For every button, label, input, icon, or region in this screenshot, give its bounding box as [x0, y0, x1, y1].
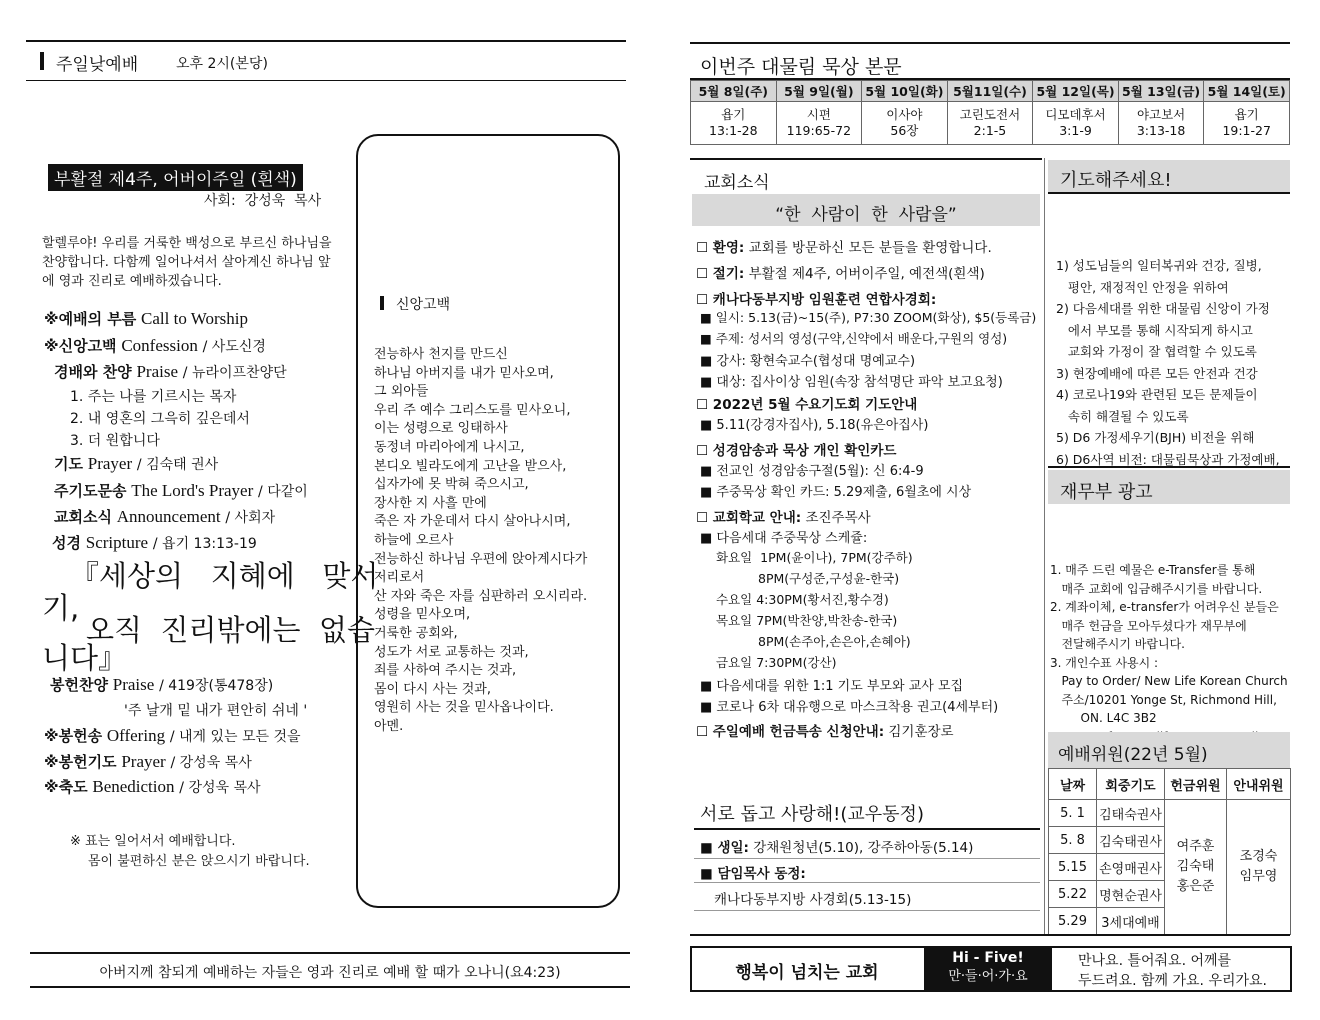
duty-guide: 조경숙 임무영	[1227, 800, 1291, 935]
duty-date: 5.15	[1049, 854, 1097, 881]
note-sit: 몸이 불편하신 분은 앉으시기 바랍니다.	[88, 854, 310, 869]
news-season: ☐ 절기: 부활절 제4주, 어버이주일, 예전색(흰색)	[696, 266, 985, 282]
duty-header: 날짜	[1049, 769, 1097, 800]
praise-song-1: 1. 주는 나를 기르시는 목자	[70, 389, 237, 405]
schedule-date: 5월 14일(토)	[1204, 81, 1290, 102]
news-school-prayer: ■ 다음세대를 위한 1:1 기도 부모와 교사 모집	[700, 679, 964, 694]
fellowship-birthday: ■ 생일: 강채원청년(5.10), 강주하아동(5.14)	[700, 840, 974, 856]
news-conference: ☐ 캐나다동부지방 임원훈련 연합사경회:	[696, 292, 937, 308]
duty-offering: 여주훈 김숙태 홍은준	[1165, 800, 1227, 935]
news-offering: ☐ 주일예배 헌금특송 신청안내: 김기훈장로	[696, 724, 954, 740]
order-prayer: 기도 Prayer / 김숙태 권사	[54, 454, 219, 473]
duty-prayer: 손영매권사	[1097, 854, 1165, 881]
praise-song-2: 2. 내 영혼의 그윽히 깊은데서	[70, 411, 250, 427]
sermon-title-line3: 오직 진리밖에는 없습	[86, 613, 375, 647]
sermon-title-line1: 『세상의 지혜에 맞서	[70, 559, 379, 593]
news-conference-target: ■ 대상: 집사이상 임원(속장 참석명단 파악 보고요청)	[700, 375, 1003, 390]
schedule-tuesday: 화요일 1PM(윤이나), 7PM(강주하)	[716, 550, 913, 565]
hymn-subtitle: '주 날개 밑 내가 편안히 쉬네 '	[124, 703, 308, 719]
prayer-list: 1) 성도님들의 일터복귀와 건강, 질병, 평안, 재정적인 안정을 위하여 2) 다음세대를 위한 대물림 신앙이 가정 에서 부모를 통해 시작되게 하시고 교회와 가정이 잘 협력할 수 있도록 3) 현장예배에 따른 모든 안전과 건강 4) 코로나19와 관련된 모든 문제들이 속히 해결될 수 있도록 5) D6 가정세우기(BJH) 비전을 위해 6) D6사역 비전: 대물림묵상과 가정예배,	[1056, 258, 1280, 467]
service-time: 오후 2시(본당)	[176, 56, 268, 72]
schedule-date: 5월 13일(금)	[1118, 81, 1204, 102]
schedule-reading: 욥기 13:1-28	[691, 102, 777, 145]
schedule-reading: 디모데후서 3:1-9	[1033, 102, 1119, 145]
slogan: 행복이 넘치는 교회	[735, 963, 879, 983]
news-school-mask: ■ 코로나 6차 대유행으로 마스크착용 권고(4세부터)	[700, 700, 999, 715]
order-scripture: 성경 Scripture / 욥기 13:13-19	[52, 533, 257, 552]
order-lords-prayer: 주기도문송 The Lord's Prayer / 다같이	[54, 481, 308, 500]
fellowship-title: 서로 돕고 사랑해!(교우동정)	[700, 804, 924, 825]
news-welcome: ☐ 환영: 교회를 방문하신 모든 분들을 환영합니다.	[696, 240, 992, 256]
schedule-date: 5월 8일(주)	[691, 81, 777, 102]
schedule-reading: 시편 119:65-72	[776, 102, 862, 145]
footer-verse: 아버지께 참되게 예배하는 자들은 영과 진리로 예배 할 때가 오나니(요4:23)	[99, 965, 561, 981]
news-title: 교회소식	[704, 173, 770, 193]
news-conference-date: ■ 일시: 5.13(금)~15(주), P7:30 ZOOM(화상), $5(등록금)	[700, 310, 1037, 325]
order-confession: ※신앙고백 Confession / 사도신경	[44, 336, 266, 355]
order-call-to-worship: ※예배의 부름 Call to Worship	[44, 309, 248, 328]
news-school-schedule: ■ 다음세대 주중묵상 스케쥴:	[700, 531, 868, 546]
news-conference-theme: ■ 주제: 성서의 영성(구약,신약에서 배운다,구원의 영성)	[700, 331, 1008, 346]
schedule-reading: 야고보서 3:13-18	[1118, 102, 1204, 145]
praise-song-3: 3. 더 원합니다	[70, 433, 160, 449]
schedule-reading: 이사야 56장	[862, 102, 948, 145]
duty-prayer: 3세대예배	[1097, 908, 1165, 935]
order-offering: ※봉헌송 Offering / 내게 있는 모든 것을	[44, 726, 301, 745]
schedule-date: 5월11일(수)	[947, 81, 1033, 102]
news-bible: ☐ 성경암송과 묵상 개인 확인카드	[696, 443, 897, 459]
news-bible-card: ■ 주중묵상 확인 카드: 5.29제출, 6월초에 시상	[700, 485, 972, 500]
news-conference-speaker: ■ 강사: 황현숙교수(협성대 명예교수)	[700, 354, 916, 369]
presider: 사회: 강성욱 목사	[204, 193, 322, 209]
schedule-title: 이번주 대물림 묵상 본문	[700, 56, 902, 78]
news-school: ☐ 교회학교 안내: 조진주목사	[696, 510, 871, 526]
schedule-date: 5월 9일(월)	[776, 81, 862, 102]
duty-header: 안내위원	[1227, 769, 1291, 800]
duty-date: 5.22	[1049, 881, 1097, 908]
hifive-bottom: 만·들·어·가·요	[948, 969, 1028, 984]
duty-prayer: 명현순권사	[1097, 881, 1165, 908]
order-benediction: ※축도 Benediction / 강성욱 목사	[44, 777, 261, 796]
duty-header: 회중기도	[1097, 769, 1165, 800]
fellowship-pastor-detail: 캐나다동부지방 사경회(5.13-15)	[714, 892, 912, 908]
hifive-top: Hi - Five!	[952, 950, 1024, 966]
hifive-block	[924, 948, 1052, 990]
note-stand: ※ 표는 일어서서 예배합니다.	[70, 834, 236, 849]
creed-title: 신앙고백	[396, 297, 451, 313]
news-bible-verse: ■ 전교인 성경암송구절(5월): 신 6:4-9	[700, 464, 924, 479]
section-marker	[40, 52, 44, 70]
service-title: 주일낮예배	[56, 55, 139, 75]
news-wednesday: ☐ 2022년 5월 수요기도회 기도안내	[696, 397, 918, 413]
news-motto: “한 사람이 한 사람을”	[775, 205, 957, 225]
news-wednesday-leaders: ■ 5.11(강경자집사), 5.18(유은아집사)	[700, 418, 929, 433]
sermon-title-line4: 니다』	[42, 641, 128, 675]
slogan-line2: 두드려요. 함께 가요. 우리가요.	[1078, 973, 1267, 989]
schedule-date: 5월 10일(화)	[862, 81, 948, 102]
schedule-table	[690, 80, 1290, 145]
prayer-title: 기도해주세요!	[1060, 170, 1172, 191]
creed-marker	[380, 296, 384, 310]
schedule-tuesday-8pm: 8PM(구성준,구성윤-한국)	[758, 571, 900, 586]
duty-prayer: 김숙태권사	[1097, 827, 1165, 854]
service-banner: 부활절 제4주, 어버이주일 (흰색)	[48, 164, 303, 191]
sermon-title-line2: 기,	[42, 591, 80, 625]
schedule-reading: 고린도전서 2:1-5	[947, 102, 1033, 145]
duty-table	[1048, 768, 1291, 935]
finance-title: 재무부 광고	[1060, 482, 1153, 503]
finance-list: 1. 매주 드린 예물은 e-Transfer를 통해 매주 교회에 입금해주시기를 바랍니다. 2. 계좌이체, e-transfer가 어려우신 분들은 매주 헌금을 모아두셨다가 재무부에 전달해주시기 바랍니다. 3. 개인수표 사용시 : Pay to Order/ New Life Korean Church 주소/10201 Yonge St, Richmond Hill, ON. L4C 3B2	[1050, 563, 1288, 725]
order-praise: 경배와 찬양 Praise / 뉴라이프찬양단	[54, 362, 287, 381]
duty-date: 5. 8	[1049, 827, 1097, 854]
order-offering-prayer: ※봉헌기도 Prayer / 강성욱 목사	[44, 752, 252, 771]
schedule-date: 5월 12일(목)	[1033, 81, 1119, 102]
fellowship-pastor: ■ 담임목사 동정:	[700, 866, 806, 882]
schedule-thursday-8pm: 8PM(손주아,손은아,손혜아)	[758, 634, 911, 649]
duty-prayer: 김태숙권사	[1097, 800, 1165, 827]
order-offering-praise: 봉헌찬양 Praise / 419장(통478장)	[50, 675, 274, 694]
order-announcement: 교회소식 Announcement / 사회자	[54, 507, 276, 526]
duty-date: 5.29	[1049, 908, 1097, 935]
duty-date: 5. 1	[1049, 800, 1097, 827]
slogan-line1: 만나요. 틀어줘요. 어께를	[1078, 953, 1232, 969]
call-intro: 할렐루야! 우리를 거룩한 백성으로 부르신 하나님을 찬양합니다. 다함께 일어나셔서 살아계신 하나님 앞에 영과 진리로 예배하겠습니다.	[42, 236, 332, 289]
creed-text: 전능하사 천지를 만드신 하나님 아버지를 내가 믿사오며, 그 외아들 우리 주 예수 그리스도를 믿사오니, 이는 성령으로 잉태하사 동정녀 마리아에게 나시고, 본디오 빌라도에게 고난을 받으사, 십자가에 못 박혀 죽으시고, 장사한 지 사흘 만에 죽은 자 가운데서 다시 살아나시며, 하늘에 오르사 전능하신 하나님 우편에 앉아계시다가 저리로서 산 자와 죽은 자를 심판하러 오시리라. 성령을 믿사오며, 거룩한 공회와, 성도가 서로 교통하는 것과, 죄를 사하여 주시는 것과, 몸이 다시 사는 것과, 영원히 사는 것을 믿사옵나이다. 아멘.	[374, 347, 588, 734]
schedule-reading: 욥기 19:1-27	[1204, 102, 1290, 145]
duty-header: 헌금위원	[1165, 769, 1227, 800]
duty-title: 예배위원(22년 5월)	[1058, 745, 1208, 765]
schedule-thursday: 목요일 7PM(박찬양,박찬송-한국)	[716, 613, 898, 628]
schedule-friday: 금요일 7:30PM(강산)	[716, 655, 837, 670]
schedule-wednesday: 수요일 4:30PM(황서진,황수경)	[716, 592, 889, 607]
